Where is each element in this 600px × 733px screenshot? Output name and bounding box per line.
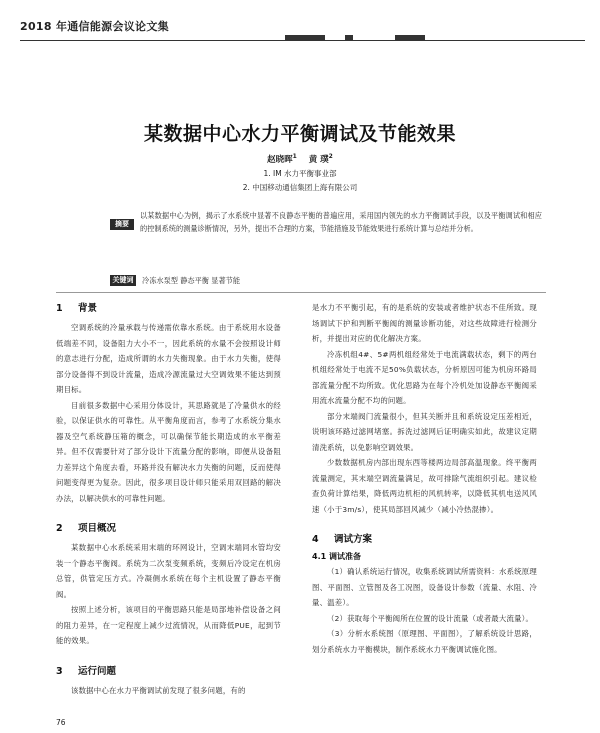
abstract-text: 以某数据中心为例，揭示了水系统中显著不良静态平衡的普遍应用，采用国内领先的水力平衡调试手段，以及平衡调试和相应的控制系统的测量诊断情况，另外，提出不合理的方案，节能措施及节能效果进行系统计算与总结并分析。 bbox=[140, 211, 542, 233]
subsection-4-1-item-3: （3）分析水系统图（原理图、平面图），了解系统设计思路，划分系统水力平衡模块，制作系统水力平衡调试施化图。 bbox=[312, 629, 537, 654]
subsection-4-1-item-2: （2）获取每个平衡阀所在位置的设计流量（或者最大流量）。 bbox=[327, 613, 534, 623]
section-1-paragraph-1: 空调系统的冷量承载与传递需依靠水系统。由于系统用水设备低端差不同，设备阻力大小不一，因此系统的水量不会按照设计师的意志进行分配，造成所谓的水力失衡现象。由于水力失衡，使得部分设备得不到设计流量，造成冷源流量过大空调效果不能达到预期目标。 bbox=[56, 323, 281, 394]
section-2-number: 2 bbox=[56, 523, 63, 534]
section-2-paragraph-2: 按照上述分析，该项目的平衡思路只能是局部地补偿设备之间的阻力差异，在一定程度上减少过流情况，从而降低PUE，起到节能的效果。 bbox=[56, 605, 281, 645]
section-2-paragraph-1: 某数据中心水系统采用末端的环网设计，空调末端同水管均安装一个静态平衡阀。系统为二次泵变频系统，变频后冷设定在机房总管，供管定压方式。冷凝侧水系统在每个主机设置了静态平衡阀。 bbox=[56, 543, 281, 599]
section-4-heading bbox=[312, 531, 537, 545]
subsection-4-1-heading: 4.1 调试准备 bbox=[312, 552, 361, 561]
keywords-text: 冷冻水泵型 静态平衡 显著节能 bbox=[142, 276, 241, 285]
section-divider bbox=[56, 292, 546, 293]
section-4-number: 4 bbox=[312, 534, 319, 545]
section-3-number: 3 bbox=[56, 665, 63, 677]
section-3-title: 运行问题 bbox=[78, 665, 117, 677]
section-4-title: 调试方案 bbox=[334, 534, 373, 545]
section-2-heading bbox=[56, 520, 281, 534]
section-3-paragraph-1: 该数据中心在水力平衡调试前发现了很多问题，有的 bbox=[71, 685, 246, 695]
keywords bbox=[112, 274, 542, 287]
affiliation-2: 2. 中国移动通信集团上海有限公司 bbox=[242, 183, 358, 192]
abstract-label: 摘要 bbox=[110, 219, 134, 230]
section-1-paragraph-2: 目前很多数据中心采用分体设计，其思路就是了冷量供水的经验，以保证供水的可靠性。从平衡角度而言，参考了水系统分集水器及空气系统静压箱的概念，可以确保节能长期造成的水平衡差异。但不仅需要针对了部分设计下流量分配的影响，即便从设备阻力差异这个角度去看，环路并没有解决水力失衡的问题，反而使得问题变得更为复杂。因此，很多项目设计师只能采用双回路的解决办法，以解决供水的可靠性问题。 bbox=[56, 400, 281, 503]
continued-paragraph: 是水力不平衡引起，有的是系统的安装或者维护状态不佳所致。现场调试下护和判断平衡阀的测量诊断功能，对这些故障进行检测分析，并提出对应的优化解决方案。 bbox=[312, 303, 537, 343]
author-2: 黄 璞 bbox=[308, 155, 329, 165]
paragraph-hotspots: 少数数据机房内部出现东西等楼两边局部高温现象。终平衡两流量测定，其末端空调流量满足，故可排除气流组织引起。建议检查负荷计算结果，降低两边机柜的风机转率，以降低其机电送风风速（小于3m/s），使其局部回风减少（减小冷热混掺）。 bbox=[312, 458, 537, 514]
running-header: 2018 年通信能源会议论文集 bbox=[20, 20, 169, 33]
section-1-heading bbox=[56, 300, 281, 314]
affiliation-1: 1. IM 水力平衡事业部 bbox=[263, 169, 337, 178]
abstract bbox=[112, 209, 542, 235]
section-2-title: 项目概况 bbox=[78, 523, 117, 534]
section-1-title: 背景 bbox=[78, 303, 98, 314]
paragraph-chillers: 冷冻机组4#、5#两机组经常处于电流满载状态，剩下的两台机组经常处于电流不足50%负载状态，分析原因可能为机房环路局部流量分配不均所致。优化思路为在每个冷机处加设静态平衡阀采用流水流量分配不均的问题。 bbox=[312, 349, 537, 405]
section-1-number: 1 bbox=[56, 303, 63, 314]
subsection-4-1-item-1: （1）确认系统运行情况，收集系统调试所需资料：水系统原理图、平面图、立管图及各工况图，设备设计参数（流量、水阻、冷量、温差）。 bbox=[312, 567, 537, 607]
author-1-sup: 1 bbox=[292, 153, 297, 161]
article-title: 某数据中心水力平衡调试及节能效果 bbox=[143, 123, 456, 145]
authors-line bbox=[0, 153, 600, 165]
author-2-sup: 2 bbox=[328, 153, 333, 161]
section-3-heading bbox=[56, 663, 281, 677]
page-number: 76 bbox=[56, 718, 66, 727]
header-rule bbox=[20, 40, 585, 41]
author-1: 赵晓晖 bbox=[267, 155, 293, 165]
left-column bbox=[56, 300, 281, 698]
paragraph-valves: 部分末端阀门流量很小，但其关断并且和系统设定压差相近，说明该环路过滤网堵塞。拆洗过滤网后证明确实如此，故建议定期清洗系统，以免影响空调效果。 bbox=[312, 411, 537, 452]
keywords-label: 关键词 bbox=[110, 275, 136, 286]
right-column bbox=[312, 300, 537, 657]
